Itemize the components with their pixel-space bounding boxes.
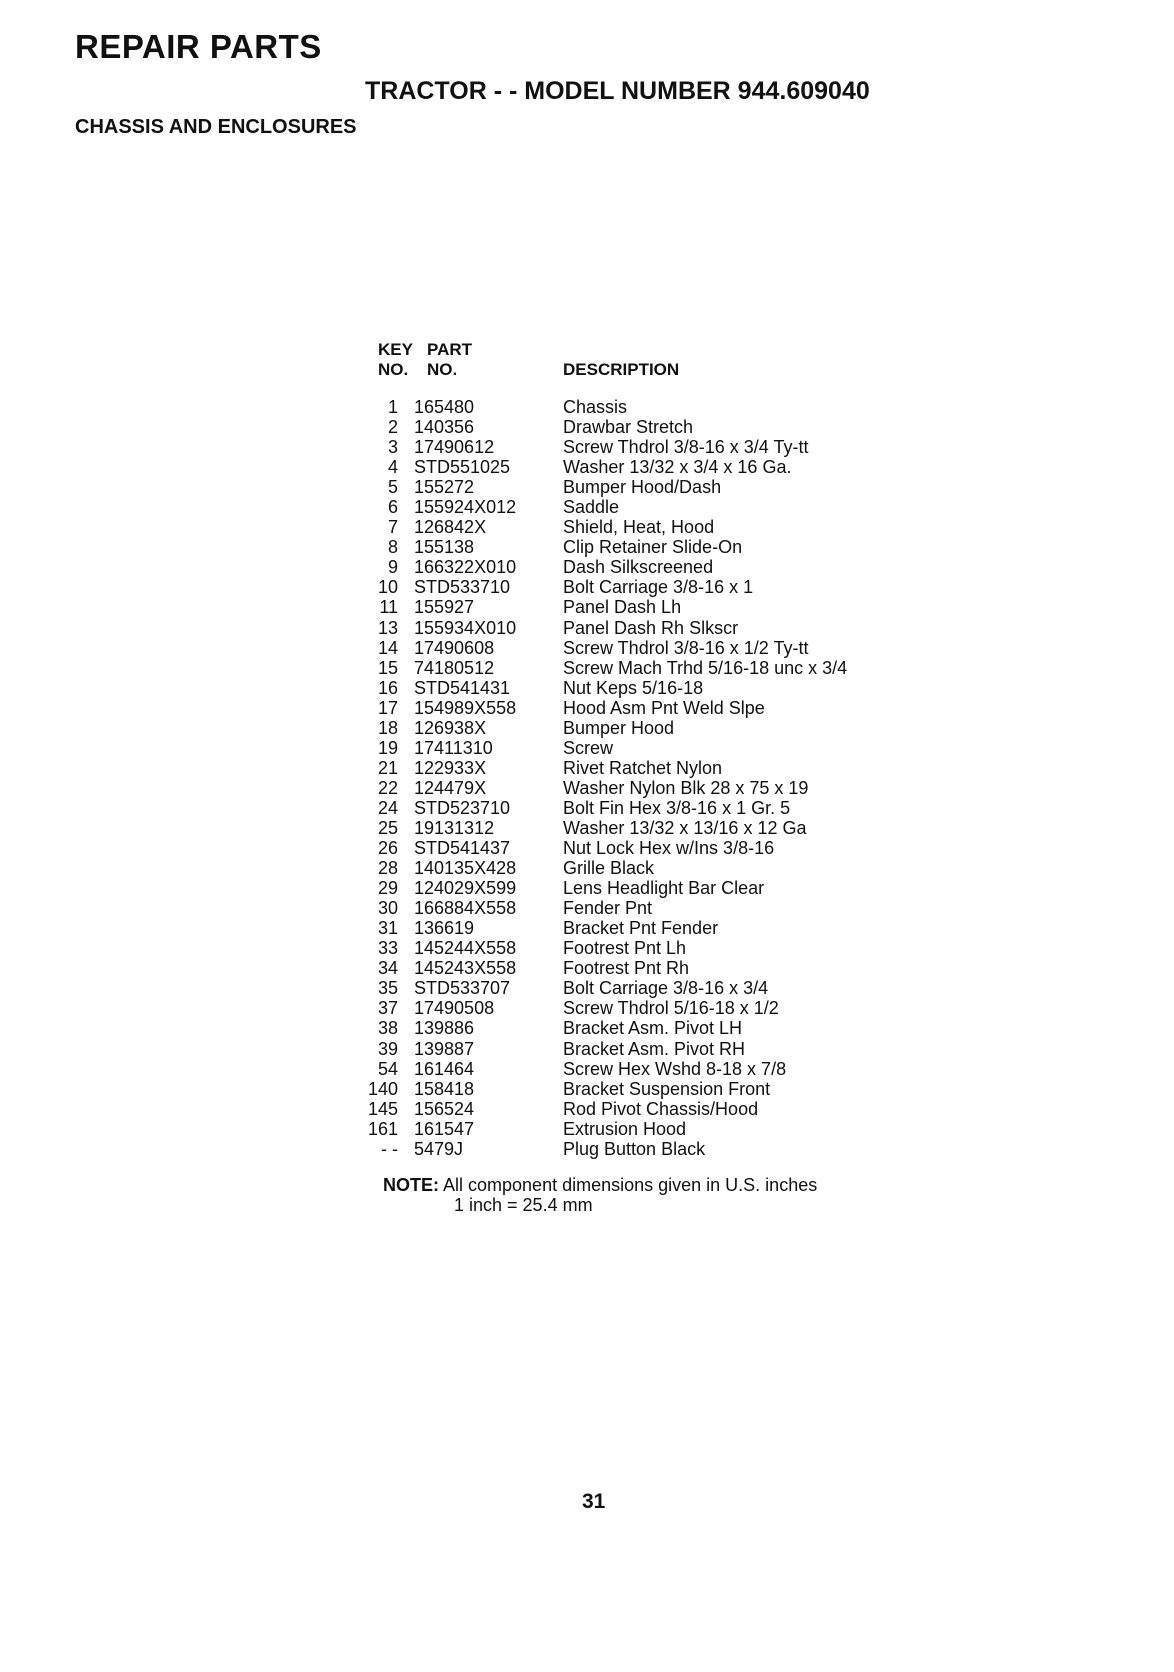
table-row	[370, 978, 930, 998]
key-no: 1	[387, 397, 398, 417]
table-row	[370, 778, 930, 798]
part-description: Extrusion Hood	[563, 1118, 687, 1139]
part-description: Bolt Fin Hex 3/8-16 x 1 Gr. 5	[563, 797, 791, 818]
table-row	[370, 497, 930, 517]
part-no: STD523710	[414, 797, 511, 818]
table-row	[370, 798, 930, 818]
key-no: 10	[377, 577, 398, 598]
part-description: Bracket Pnt Fender	[563, 918, 719, 939]
table-row	[370, 898, 930, 918]
part-no: 17490608	[414, 637, 495, 658]
key-no: 29	[377, 878, 398, 899]
part-description: Washer Nylon Blk 28 x 75 x 19	[563, 777, 809, 798]
part-description: Lens Headlight Bar Clear	[563, 878, 765, 899]
table-row	[370, 557, 930, 577]
part-description: Footrest Pnt Lh	[563, 938, 687, 959]
key-no: 2	[387, 417, 398, 438]
header-key-top: KEY	[378, 340, 413, 359]
part-no: STD541431	[414, 677, 511, 698]
table-row	[370, 1059, 930, 1079]
key-no: 6	[387, 497, 398, 518]
part-description: Shield, Heat, Hood	[563, 517, 715, 538]
table-row	[370, 457, 930, 477]
part-no: 166322X010	[414, 557, 517, 578]
key-no: 54	[377, 1058, 398, 1079]
header-description: DESCRIPTION	[563, 360, 680, 379]
part-no: 139887	[414, 1038, 475, 1059]
part-description: Panel Dash Rh Slkscr	[563, 617, 739, 638]
key-no: 145	[367, 1098, 398, 1119]
key-no: 34	[377, 958, 398, 979]
part-no: 161464	[414, 1058, 475, 1079]
part-description: Screw Mach Trhd 5/16-18 unc x 3/4	[563, 657, 848, 678]
key-no: 14	[377, 637, 398, 658]
table-row	[370, 477, 930, 497]
page-title: REPAIR PARTS	[75, 28, 322, 65]
table-row	[370, 577, 930, 597]
key-no: 7	[387, 517, 398, 538]
table-row	[370, 818, 930, 838]
table-row	[370, 638, 930, 658]
part-no: 5479J	[414, 1138, 464, 1159]
table-row	[370, 417, 930, 437]
part-description: Bumper Hood	[563, 717, 675, 738]
part-description: Rod Pivot Chassis/Hood	[563, 1098, 759, 1119]
table-row	[370, 1039, 930, 1059]
table-row	[370, 758, 930, 778]
table-row	[370, 397, 930, 417]
key-no: 161	[367, 1118, 398, 1139]
part-description: Bumper Hood/Dash	[563, 477, 722, 498]
part-no: 139886	[414, 1018, 475, 1039]
part-description: Nut Keps 5/16-18	[563, 677, 704, 698]
part-no: 140135X428	[414, 858, 517, 879]
part-description: Grille Black	[563, 858, 655, 879]
parts-table	[367, 397, 930, 1159]
part-no: 74180512	[414, 657, 495, 678]
table-row	[370, 437, 930, 457]
part-description: Dash Silkscreened	[563, 557, 714, 578]
part-description: Drawbar Stretch	[563, 417, 694, 438]
part-no: 126842X	[414, 517, 487, 538]
part-no: STD533707	[414, 978, 511, 999]
table-row	[367, 1098, 930, 1119]
part-description: Screw Thdrol 3/8-16 x 1/2 Ty-tt	[563, 637, 809, 658]
part-no: 145243X558	[414, 958, 517, 979]
key-no: 13	[377, 617, 398, 638]
table-row	[367, 1078, 930, 1099]
part-no: 166884X558	[414, 898, 517, 919]
key-no: 21	[377, 757, 398, 778]
part-description: Chassis	[563, 397, 628, 417]
key-no: 3	[387, 437, 398, 458]
key-no: 11	[379, 597, 398, 618]
table-row	[370, 878, 930, 898]
key-no: 140	[367, 1078, 398, 1099]
part-no: 140356	[414, 417, 475, 438]
key-no: 9	[387, 557, 398, 578]
table-row	[370, 658, 930, 678]
table-row	[370, 1139, 930, 1159]
key-no: 5	[387, 477, 398, 498]
table-row	[370, 938, 930, 958]
table-row	[370, 537, 930, 557]
header-key-bottom: NO.	[378, 360, 409, 379]
table-row	[370, 838, 930, 858]
part-no: 156524	[414, 1098, 475, 1119]
table-row	[367, 1118, 930, 1139]
table-row	[370, 698, 930, 718]
part-description: Screw Thdrol 5/16-18 x 1/2	[563, 998, 779, 1019]
part-description: Plug Button Black	[563, 1138, 706, 1159]
part-description: Saddle	[563, 497, 620, 518]
part-no: 154989X558	[414, 697, 517, 718]
part-description: Footrest Pnt Rh	[563, 958, 690, 979]
table-row	[370, 597, 930, 617]
header-part-bottom: NO.	[427, 360, 458, 379]
part-no: STD541437	[414, 838, 511, 859]
part-no: 161547	[414, 1118, 475, 1139]
key-no: 37	[377, 998, 398, 1019]
table-row	[370, 958, 930, 978]
key-no: 26	[377, 838, 398, 859]
part-no: 17411310	[414, 737, 493, 758]
table-row	[370, 618, 930, 638]
key-no: 16	[377, 677, 398, 698]
part-description: Screw Thdrol 3/8-16 x 3/4 Ty-tt	[563, 437, 809, 458]
part-description: Fender Pnt	[563, 898, 653, 919]
part-no: 17490508	[414, 998, 495, 1019]
part-description: Bracket Asm. Pivot RH	[563, 1038, 746, 1059]
note-text: All component dimensions given in U.S. inches	[443, 1175, 818, 1195]
key-no: 35	[377, 978, 398, 999]
part-description: Nut Lock Hex w/Ins 3/8-16	[563, 838, 775, 859]
key-no: 4	[387, 457, 398, 478]
key-no: 15	[377, 657, 398, 678]
part-description: Screw Hex Wshd 8-18 x 7/8	[563, 1058, 787, 1079]
part-description: Washer 13/32 x 3/4 x 16 Ga.	[563, 457, 792, 478]
part-no: 145244X558	[414, 938, 517, 959]
part-no: STD551025	[414, 457, 511, 478]
part-no: 155934X010	[414, 617, 517, 638]
part-description: Panel Dash Lh	[563, 597, 682, 618]
table-row	[370, 517, 930, 537]
part-description: Bolt Carriage 3/8-16 x 1	[563, 577, 754, 598]
key-no: 33	[377, 938, 398, 959]
part-no: STD533710	[414, 577, 511, 598]
key-no: 22	[377, 777, 398, 798]
key-no: 19	[377, 737, 398, 758]
part-description: Screw	[563, 737, 614, 758]
model-subtitle: TRACTOR - - MODEL NUMBER 944.609040	[365, 77, 870, 105]
part-no: 158418	[414, 1078, 475, 1099]
part-description: Rivet Ratchet Nylon	[563, 757, 723, 778]
part-description: Clip Retainer Slide-On	[563, 537, 743, 558]
table-row	[370, 1018, 930, 1038]
part-no: 155924X012	[414, 497, 517, 518]
part-description: Washer 13/32 x 13/16 x 12 Ga	[563, 817, 807, 838]
key-no: 39	[377, 1038, 398, 1059]
part-no: 124029X599	[414, 878, 517, 899]
section-title: CHASSIS AND ENCLOSURES	[75, 116, 357, 138]
part-description: Bracket Suspension Front	[563, 1078, 771, 1099]
part-description: Bracket Asm. Pivot LH	[563, 1018, 743, 1039]
part-description: Hood Asm Pnt Weld Slpe	[563, 697, 765, 718]
note-line-1	[383, 1175, 817, 1195]
key-no: 38	[377, 1018, 398, 1039]
part-no: 19131312	[414, 817, 495, 838]
key-no: 8	[387, 537, 398, 558]
key-no: 18	[377, 717, 398, 738]
header-part-top: PART	[427, 340, 473, 359]
key-no: 24	[377, 797, 398, 818]
part-no: 155272	[414, 477, 475, 498]
part-no: 126938X	[414, 717, 487, 738]
note-label: NOTE:	[383, 1175, 439, 1195]
part-no: 124479X	[414, 777, 487, 798]
table-row	[370, 678, 930, 698]
key-no: 28	[377, 858, 398, 879]
table-row	[370, 718, 930, 738]
part-no: 17490612	[414, 437, 495, 458]
part-no: 165480	[414, 397, 475, 417]
key-no: 30	[377, 898, 398, 919]
page-number: 31	[582, 1490, 606, 1513]
key-no: 31	[377, 918, 398, 939]
part-no: 155138	[414, 537, 475, 558]
part-no: 122933X	[414, 757, 487, 778]
key-no: - -	[381, 1138, 398, 1159]
part-no: 155927	[414, 597, 475, 618]
table-row	[370, 858, 930, 878]
note-line-2: 1 inch = 25.4 mm	[454, 1195, 593, 1215]
table-row	[370, 998, 930, 1018]
part-no: 136619	[414, 918, 475, 939]
part-description: Bolt Carriage 3/8-16 x 3/4	[563, 978, 769, 999]
key-no: 17	[377, 697, 398, 718]
table-row	[370, 918, 930, 938]
key-no: 25	[377, 817, 398, 838]
table-row	[370, 738, 930, 758]
